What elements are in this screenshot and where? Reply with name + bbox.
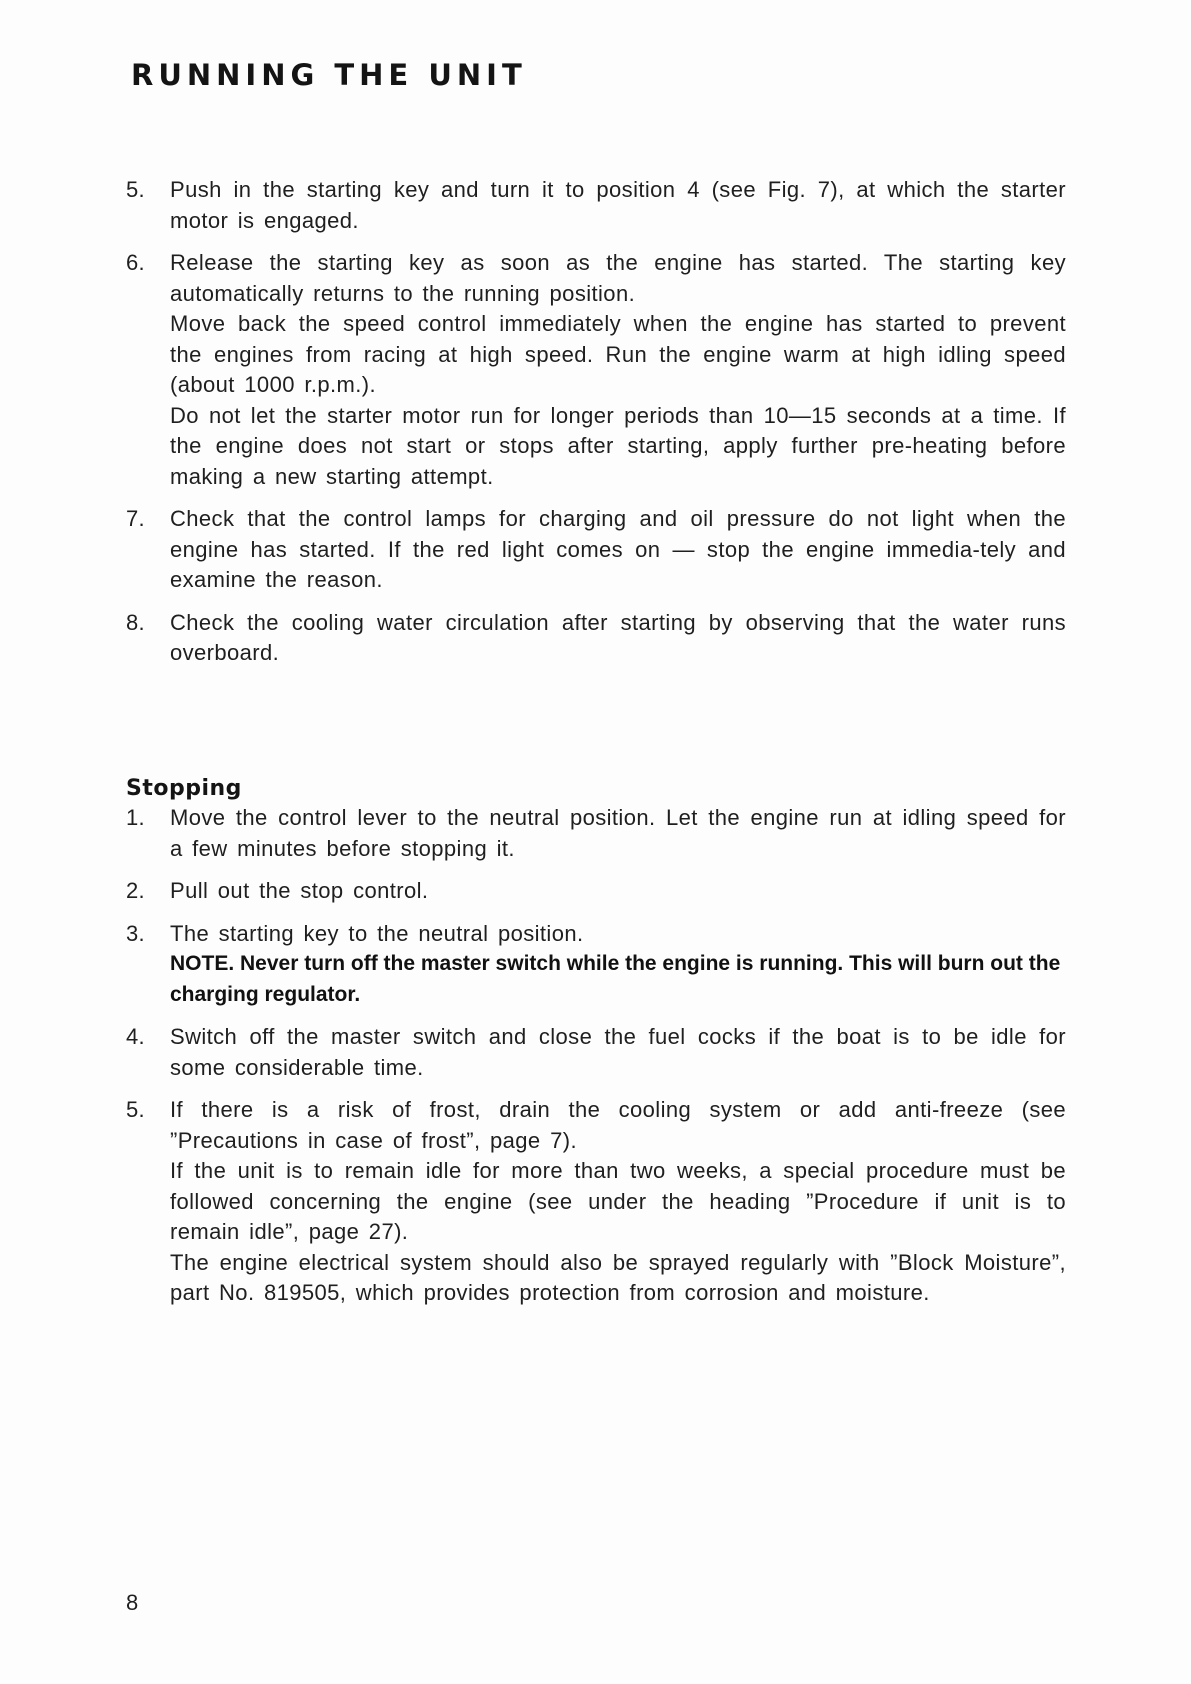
list-item [126, 175, 1066, 236]
step-number: 6. [126, 250, 145, 275]
list-item [126, 803, 1066, 864]
step-text: Release the starting key as soon as the engine has started. The starting key automatically returns to the running position. [170, 250, 1066, 306]
page-title: RUNNING THE UNIT [131, 58, 527, 92]
list-item [126, 1022, 1066, 1083]
list-item [126, 504, 1066, 596]
step-text: If there is a risk of frost, drain the cooling system or add anti-freeze (see ”Precautions in case of frost”, page 7). [170, 1097, 1066, 1153]
list-item [126, 248, 1066, 492]
step-text: If the unit is to remain idle for more than two weeks, a special procedure must be followed concerning the engine (see under the heading ”Procedure if unit is to remain idle”, page 27). [170, 1158, 1066, 1244]
step-number: 2. [126, 878, 145, 903]
step-number: 7. [126, 506, 145, 531]
running-steps-list [126, 175, 1066, 681]
step-text: Pull out the stop control. [170, 878, 429, 903]
step-text: Move the control lever to the neutral position. Let the engine run at idling speed for a few minutes before stopping it. [170, 805, 1066, 861]
step-number: 5. [126, 177, 145, 202]
stopping-section [126, 776, 1066, 1321]
list-item [126, 608, 1066, 669]
step-text: The starting key to the neutral position. [170, 920, 584, 946]
step-number: 3. [126, 920, 145, 946]
step-text: Check the cooling water circulation after starting by observing that the water runs overboard. [170, 609, 1066, 665]
warning-note: NOTE. Never turn off the master switch while the engine is running. This will burn out the charging regulator. [170, 952, 1061, 1006]
step-number: 4. [126, 1024, 145, 1049]
step-text: Move back the speed control immediately when the engine has started to prevent the engines from racing at high speed. Run the engine warm at high idling speed (about 1000 r.p.m.). [170, 311, 1066, 397]
step-text: The engine electrical system should also be sprayed regularly with ”Block Moisture”, part No. 819505, which provides protection from corrosion and moisture. [170, 1249, 1066, 1305]
list-item [126, 919, 1066, 1011]
list-item [126, 1095, 1066, 1309]
step-text: Check that the control lamps for charging and oil pressure do not light when the engine has started. If the red light comes on — stop the engine immedia-tely and examine the reason. [170, 506, 1066, 592]
step-text: Switch off the master switch and close the fuel cocks if the boat is to be idle for some considerable time. [170, 1024, 1066, 1080]
list-item [126, 876, 1066, 907]
step-text: Do not let the starter motor run for longer periods than 10—15 seconds at a time. If the engine does not start or stops after starting, apply further pre-heating before making a new starting attempt. [170, 402, 1066, 489]
step-text: Push in the starting key and turn it to position 4 (see Fig. 7), at which the starter motor is engaged. [170, 177, 1066, 233]
step-number: 1. [126, 805, 145, 830]
step-number: 8. [126, 609, 145, 635]
step-number: 5. [126, 1097, 145, 1122]
section-heading: Stopping [126, 776, 242, 801]
page-number: 8 [126, 1590, 139, 1615]
